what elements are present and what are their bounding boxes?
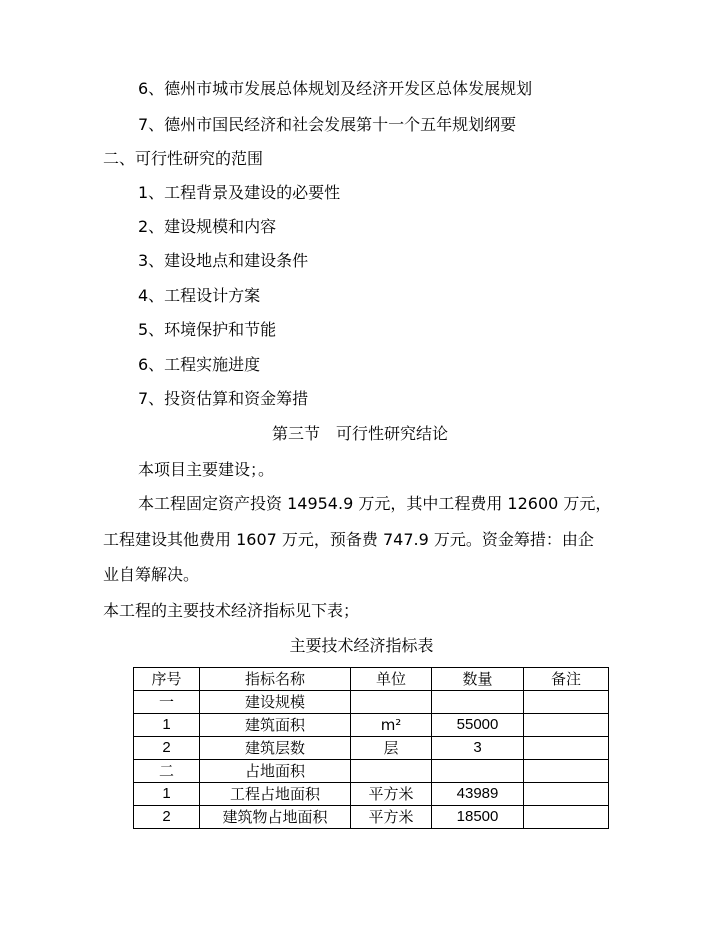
table-header-row	[134, 668, 609, 691]
cell-no: 1	[134, 783, 200, 806]
cell-unit	[351, 691, 432, 714]
scope-item-1: 1、工程背景及建设的必要性	[138, 183, 341, 202]
cell-note	[524, 783, 609, 806]
scope-item-5: 5、环境保护和节能	[138, 320, 277, 339]
table-row	[134, 691, 609, 714]
cell-no: 2	[134, 806, 200, 829]
cell-note	[524, 806, 609, 829]
scope-item-2: 2、建设规模和内容	[138, 217, 277, 236]
cell-note	[524, 714, 609, 737]
indicator-table	[133, 667, 609, 829]
cell-no: 2	[134, 737, 200, 760]
header-name: 指标名称	[200, 668, 351, 691]
table-row	[134, 760, 609, 783]
cell-unit	[351, 760, 432, 783]
paragraph-investment-line-1: 本工程固定资产投资 14954.9 万元，其中工程费用 12600 万元，	[138, 494, 612, 513]
cell-qty: 18500	[432, 806, 524, 829]
cell-note	[524, 737, 609, 760]
cell-unit: m²	[351, 714, 432, 737]
cell-qty: 43989	[432, 783, 524, 806]
cell-qty	[432, 691, 524, 714]
cell-note	[524, 691, 609, 714]
cell-no: 1	[134, 714, 200, 737]
table-row	[134, 783, 609, 806]
header-note: 备注	[524, 668, 609, 691]
cell-name: 建筑层数	[200, 737, 351, 760]
cell-unit: 平方米	[351, 783, 432, 806]
reference-item-6: 6、德州市城市发展总体规划及经济开发区总体发展规划	[138, 79, 533, 98]
cell-no: 一	[134, 691, 200, 714]
cell-name: 建设规模	[200, 691, 351, 714]
cell-name: 建筑物占地面积	[200, 806, 351, 829]
cell-unit: 平方米	[351, 806, 432, 829]
cell-qty	[432, 760, 524, 783]
table-row	[134, 806, 609, 829]
paragraph-table-intro: 本工程的主要技术经济指标见下表；	[103, 601, 360, 620]
table-title: 主要技术经济指标表	[289, 636, 434, 655]
scope-item-3: 3、建设地点和建设条件	[138, 251, 309, 270]
paragraph-construction: 本项目主要建设；。	[138, 460, 275, 479]
cell-name: 占地面积	[200, 760, 351, 783]
scope-item-6: 6、工程实施进度	[138, 355, 261, 374]
cell-name: 工程占地面积	[200, 783, 351, 806]
scope-item-4: 4、工程设计方案	[138, 286, 261, 305]
scope-item-7: 7、投资估算和资金筹措	[138, 389, 309, 408]
header-qty: 数量	[432, 668, 524, 691]
cell-name: 建筑面积	[200, 714, 351, 737]
header-unit: 单位	[351, 668, 432, 691]
reference-item-7: 7、德州市国民经济和社会发展第十一个五年规划纲要	[138, 115, 517, 134]
cell-qty: 55000	[432, 714, 524, 737]
table-row	[134, 714, 609, 737]
section-title: 第三节 可行性研究结论	[272, 424, 449, 443]
table-row	[134, 737, 609, 760]
cell-qty: 3	[432, 737, 524, 760]
paragraph-investment-line-2: 工程建设其他费用 1607 万元，预备费 747.9 万元。资金筹措：由企	[103, 530, 594, 549]
header-no: 序号	[134, 668, 200, 691]
section-heading-scope: 二、可行性研究的范围	[103, 149, 264, 168]
paragraph-investment-line-3: 业自筹解决。	[103, 565, 200, 584]
cell-unit: 层	[351, 737, 432, 760]
cell-note	[524, 760, 609, 783]
cell-no: 二	[134, 760, 200, 783]
